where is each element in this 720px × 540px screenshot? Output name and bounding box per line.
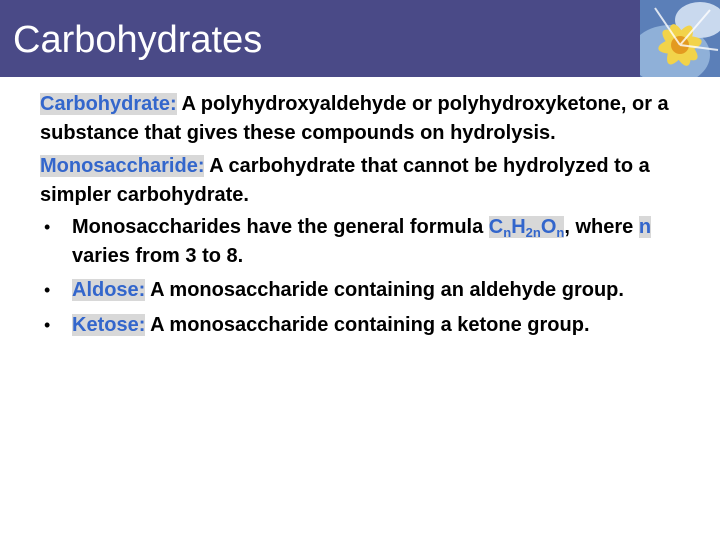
bullet-list [40,213,710,339]
bullet-marker: • [44,217,51,237]
general-formula: $C_nH_{2n}O_n$ [488,216,565,240]
where-text: where [569,216,639,238]
title-bar [0,0,720,77]
comma: , [564,216,570,238]
term-ketose: Ketose: [72,313,146,336]
n-variable: n [638,216,652,238]
slide-title: Carbohydrates [13,19,263,61]
bullet-ketose [40,311,710,340]
term-aldose: Aldose: [72,279,146,301]
flower-photo [640,0,720,77]
bullet-marker: • [44,314,51,335]
slide-body [40,90,710,345]
definition-carbohydrate [40,90,710,147]
ketose-text: A monosaccharide containing a ketone group. [145,313,590,336]
definition-text: A polyhydroxyaldehyde or polyhydroxyketone, or a substance that gives these compounds on hydrolysis. [40,93,669,144]
range-text: varies from 3 to 8. [72,244,244,267]
term-monosaccharide: Monosaccharide: [40,155,205,177]
bullet-marker: • [44,280,51,300]
formula-intro: Monosaccharides have the general formula [72,216,489,238]
bullet-aldose [40,276,710,305]
definition-monosaccharide [40,152,710,209]
term-carbohydrate: Carbohydrate: [40,93,177,115]
bullet-formula [40,213,710,270]
definition-text: A carbohydrate that cannot be hydrolyzed to a simpler carbohydrate. [40,155,650,206]
aldose-text: A monosaccharide containing an aldehyde group. [145,279,624,301]
